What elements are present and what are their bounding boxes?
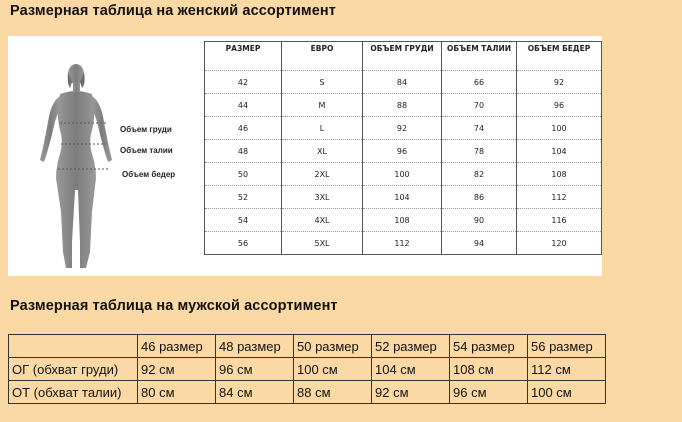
cell: 100 см: [294, 358, 372, 381]
cell: 100: [363, 163, 442, 186]
cell: 50: [205, 163, 282, 186]
cell: 104 см: [372, 358, 450, 381]
waist-label: Объем талии: [120, 146, 173, 155]
cell: 54: [205, 209, 282, 232]
cell: 108: [363, 209, 442, 232]
hips-label: Объем бедер: [122, 170, 176, 179]
cell: 100: [517, 117, 602, 140]
cell: 104: [517, 140, 602, 163]
header-cell: 56 размер: [528, 335, 606, 358]
cell: 4XL: [282, 209, 363, 232]
cell: 112 см: [528, 358, 606, 381]
header-cell: 54 размер: [450, 335, 528, 358]
table-row: [205, 117, 602, 140]
cell: 94: [442, 232, 517, 255]
cell: 46: [205, 117, 282, 140]
cell: 86: [442, 186, 517, 209]
row-label: ОТ (обхват талии): [9, 381, 138, 404]
cell: 92 см: [372, 381, 450, 404]
table-row: [205, 163, 602, 186]
cell: 108: [517, 163, 602, 186]
header-cell: 48 размер: [216, 335, 294, 358]
cell: 84 см: [216, 381, 294, 404]
cell: 96 см: [216, 358, 294, 381]
cell: 84: [363, 71, 442, 94]
cell: 88: [363, 94, 442, 117]
header-hips: ОБЪЕМ БЕДЕР: [517, 42, 602, 71]
cell: 3XL: [282, 186, 363, 209]
cell: 56: [205, 232, 282, 255]
cell: 88 см: [294, 381, 372, 404]
cell: 74: [442, 117, 517, 140]
header-euro: ЕВРО: [282, 42, 363, 71]
cell: L: [282, 117, 363, 140]
cell: [9, 335, 138, 358]
row-label: ОГ (обхват груди): [9, 358, 138, 381]
cell: 2XL: [282, 163, 363, 186]
female-silhouette-icon: [34, 62, 114, 272]
cell: S: [282, 71, 363, 94]
cell: 78: [442, 140, 517, 163]
cell: 44: [205, 94, 282, 117]
cell: 80 см: [138, 381, 216, 404]
women-size-chart-image: [8, 36, 602, 276]
cell: 92: [363, 117, 442, 140]
table-row: [205, 232, 602, 255]
table-row: [205, 94, 602, 117]
cell: 96 см: [450, 381, 528, 404]
header-size: РАЗМЕР: [205, 42, 282, 71]
women-chart-title: Размерная таблица на женский ассортимент: [10, 3, 336, 19]
men-size-table: [8, 334, 606, 404]
bust-label: Объем груди: [120, 125, 172, 134]
cell: 112: [363, 232, 442, 255]
header-bust: ОБЪЕМ ГРУДИ: [363, 42, 442, 71]
table-header-row: [9, 335, 606, 358]
cell: 96: [363, 140, 442, 163]
cell: M: [282, 94, 363, 117]
cell: XL: [282, 140, 363, 163]
cell: 96: [517, 94, 602, 117]
table-row: [205, 71, 602, 94]
cell: 100 см: [528, 381, 606, 404]
table-row: [205, 186, 602, 209]
cell: 66: [442, 71, 517, 94]
cell: 92: [517, 71, 602, 94]
women-size-table: [204, 41, 602, 255]
cell: 120: [517, 232, 602, 255]
cell: 70: [442, 94, 517, 117]
cell: 112: [517, 186, 602, 209]
cell: 90: [442, 209, 517, 232]
men-chart-title: Размерная таблица на мужской ассортимент: [10, 298, 338, 314]
table-row: [9, 358, 606, 381]
table-header-row: [205, 42, 602, 71]
table-row: [9, 381, 606, 404]
table-row: [205, 140, 602, 163]
cell: 82: [442, 163, 517, 186]
cell: 42: [205, 71, 282, 94]
cell: 104: [363, 186, 442, 209]
cell: 5XL: [282, 232, 363, 255]
cell: 116: [517, 209, 602, 232]
header-waist: ОБЪЕМ ТАЛИИ: [442, 42, 517, 71]
cell: 52: [205, 186, 282, 209]
cell: 92 см: [138, 358, 216, 381]
header-cell: 46 размер: [138, 335, 216, 358]
header-cell: 50 размер: [294, 335, 372, 358]
table-row: [205, 209, 602, 232]
header-cell: 52 размер: [372, 335, 450, 358]
cell: 48: [205, 140, 282, 163]
cell: 108 см: [450, 358, 528, 381]
